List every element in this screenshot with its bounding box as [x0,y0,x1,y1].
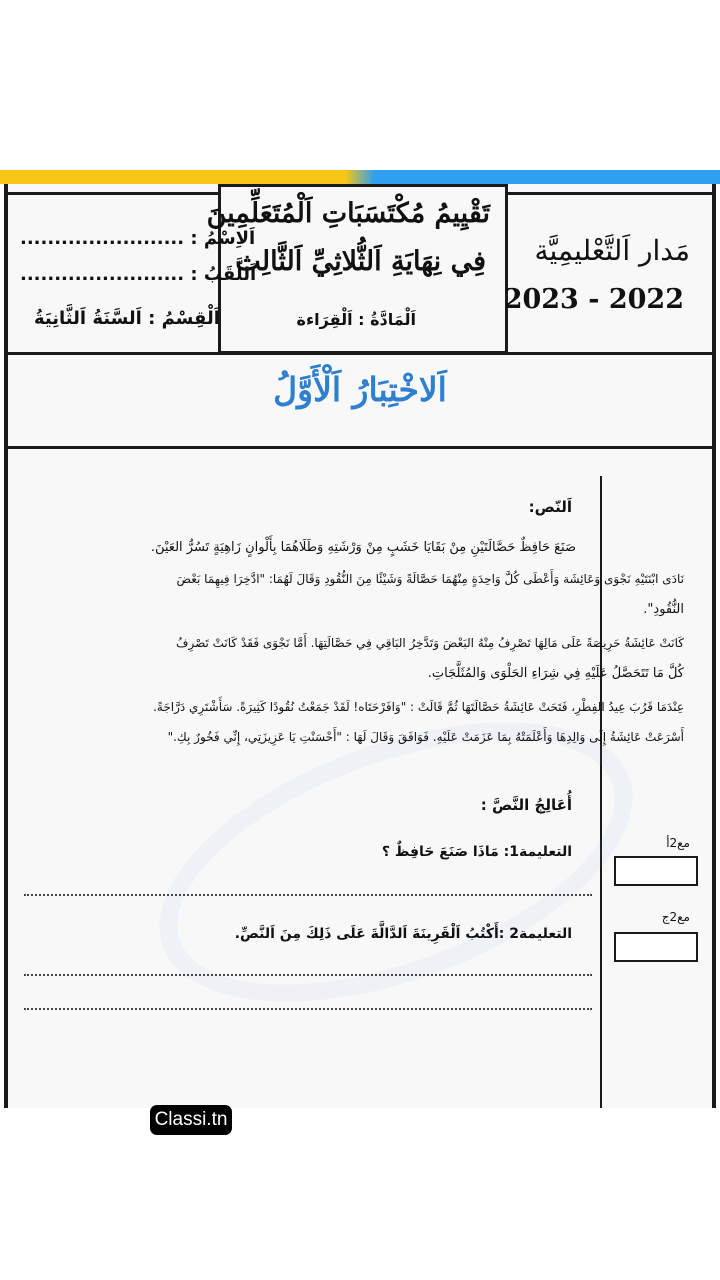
text-line-1: صَنَعَ حَافِظٌ حَصَّالَتَيْنِ مِنْ بَقَايَا خَشَبٍ مِنْ وَرْشَتِهِ وَطَلَاهُمَا بِأَلْوانٍ زَاهِيَةٍ تَسُرُّ العَيْنَ. [150,540,576,555]
watermark-shape [123,666,670,1057]
text-line-6: عِنْدَمَا قَرُبَ عِيدُ الفِطْرِ، فَتَحَتْ عَائِشَةُ حَصَّالَتَهَا ثُمَّ قَالَتْ : "وَافَرْحَتَاه! لَقَدْ جَمَعْتُ نُقُودًا كَثِيرَةً. سَأَشْتَرِي دَرَّاجَةً. [153,700,684,714]
school-name: مَدار اَلتَّعْليمِيَّة [534,234,690,267]
text-heading: اَلنّص: [528,498,572,516]
name-field[interactable]: اَلاِسْمُ : ........................ [20,228,256,249]
criterion-1-score-box[interactable] [614,856,698,886]
title-bottom-rule [8,446,712,449]
question-2: التعليمة2 :أَكْتُبُ اَلْقَرِينَةَ اَلدَّالَّةَ عَلَى ذَلِكَ مِنَ اَلنَّصِّ. [234,926,572,942]
title-line-2: فِي نِهَايَةِ اَلثُّلاثِيِّ اَلثَّالِث [235,246,486,277]
question-1: التعليمة1: مَاذَا صَنَعَ حَافِظٌ ؟ [381,844,572,860]
top-color-strip [0,170,720,184]
class-label: اَلْقِسْمُ : اَلسَّنَةُ اَلثَّانِيَةُ [34,308,220,329]
header-bottom-rule [8,352,712,355]
text-line-2: نَادَى ابْنَتَيْهِ نَجْوَى وَعَائِشَة وَأَعْطَى كُلَّ وَاحِدَةٍ مِنْهُمَا حَصَّالَةً وَشَيْئًا مِنَ النُّقُودِ وَقَالَ لَهُمَا: "ادَّخِرَا فِيهِمَا بَعْضَ [176,572,684,586]
criterion-1-label: مع2أ [666,836,690,850]
text-line-4: كَانَتْ عَائِشَةُ حَرِيصَةً عَلَى مَالِهَا تَصْرِفُ مِنْهُ البَعْضَ وَتَدَّخِرُ البَاقِي فِي حَصَّالَتِهَا. أَمَّا نَجْوَى فَقَدْ كَانَتْ تَصْرِفُ [176,636,684,650]
exam-title: اَلاخْتِبَارُ اَلْأَوَّلُ [273,370,447,409]
text-line-7: أَسْرَعَتْ عَائِشَةُ إِلَى وَالِدِهَا وَأَعْلَمَتْهُ بِمَا عَزَمَتْ عَلَيْهِ. فَوَافَقَ وَقَالَ لَهَا : "أَحْسَنْتِ يَا عَزِيزَتِي، إِنِّي فَخُورٌ بِكِ." [167,730,684,744]
text-line-5: كُلَّ مَا تَتَحَصَّلُ عَلَيْهِ فِي شِرَاءِ الحَلْوَى وَالمُثَلَّجَاتِ. [427,666,684,681]
questions-heading: أُعَالِجُ النَّصَّ : [480,796,572,814]
site-badge[interactable]: Classi.tn [150,1105,232,1135]
text-line-3: النُّقُودِ". [643,602,684,617]
surname-field[interactable]: اَللَّقَبُ : ........................ [20,264,257,285]
exam-sheet [4,184,716,1108]
school-year: 2023 - 2022 [503,284,684,315]
subject-label: اَلْمَادَّةُ : اَلْقِرَاءة [296,310,416,329]
criterion-2-score-box[interactable] [614,932,698,962]
answer-line-3[interactable] [24,1008,592,1010]
answer-line-2[interactable] [24,974,592,976]
answer-line-1[interactable] [24,894,592,896]
title-line-1: تَقْيِيمُ مُكْتَسَبَاتِ اَلْمُتَعَلِّمِينَ [206,198,490,229]
criterion-2-label: مع2ج [661,910,690,924]
